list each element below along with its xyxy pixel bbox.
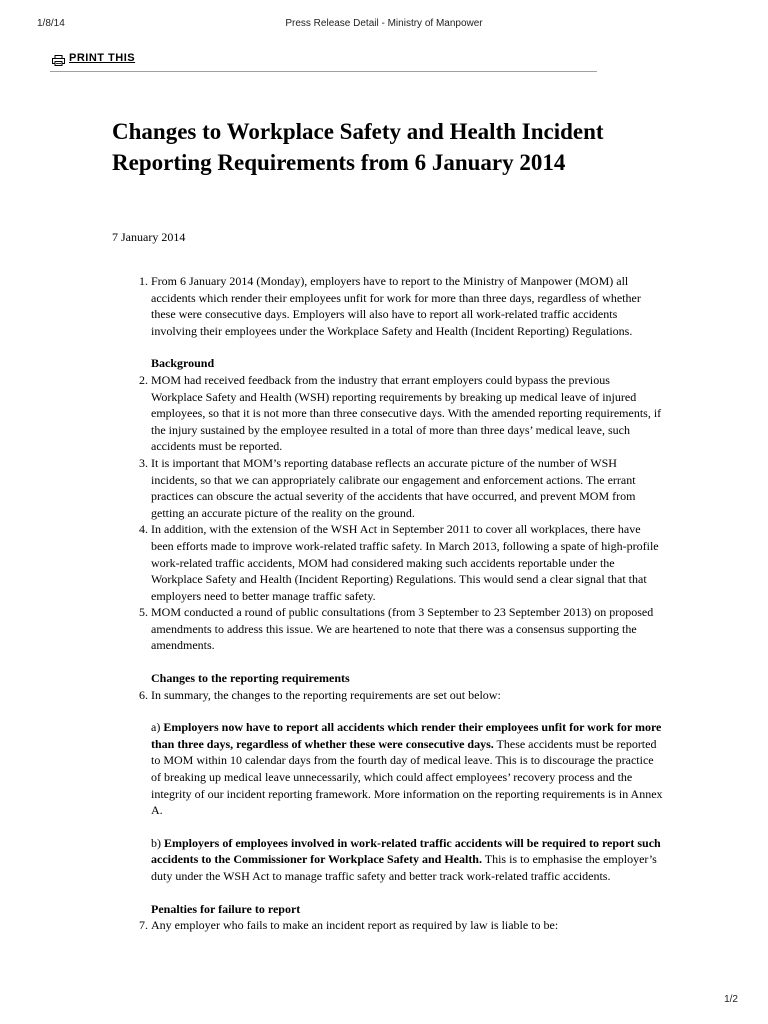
article-date: 7 January 2014 <box>112 230 186 244</box>
sub-item-a-prefix: a) <box>151 720 164 735</box>
print-header-title: Press Release Detail - Ministry of Manpower <box>285 18 483 29</box>
sub-item-b-prefix: b) <box>151 835 164 850</box>
print-this-toolbar <box>52 50 135 66</box>
list-item <box>151 372 663 455</box>
article-title: Changes to Workplace Safety and Health Incident Reporting Requirements from 6 January 2014 <box>112 119 604 175</box>
sub-item-a-rest: These accidents must be reported to MOM within 10 calendar days from the fourth day of medical leave. This is to discourage the practice of breaking up medical leave unnecessarily, which could affect employees’ recovery process and the integrity of our incident reporting framework. More information on the reporting requirements is in Annex A. <box>151 736 663 818</box>
print-header-date: 1/8/14 <box>37 18 65 29</box>
list-item <box>151 604 663 686</box>
sub-item-b-rest: This is to emphasise the employer’s duty under the WSH Act to manage traffic safety and better track work-related traffic accidents. <box>151 852 657 883</box>
sub-item-b-bold: Employers of employees involved in work-related traffic accidents will be required to report such accidents to the Commissioner for Workplace Safety and Health. <box>151 835 661 867</box>
item-3-text: It is important that MOM’s reporting database reflects an accurate picture of the number of WSH incidents, so that we can appropriately calibrate our engagement and enforcement actions. The errant practices can obscure the actual severity of the accidents that have occurred, and prevent MOM from getting an accurate picture of the reality on the ground. <box>151 455 636 520</box>
item-6-text: In summary, the changes to the reporting requirements are set out below: <box>151 687 501 702</box>
list-item <box>151 521 663 604</box>
item-1-text: From 6 January 2014 (Monday), employers have to report to the Ministry of Manpower (MOM) all accidents which render their employees unfit for work for more than three days, regardless of whether these were consecutive days. Employers will also have to report all work-related traffic accidents involving their employees under the Workplace Safety and Health (Incident Reporting) Regulations. <box>151 274 641 338</box>
item-2-text: MOM had received feedback from the industry that errant employers could bypass the previous Workplace Safety and Health (WSH) reporting requirements by breaking up medical leave of injured employees, so that it is not more than three consecutive days. With the amended reporting requirements, if the injury sustained by the employee resulted in a total of more than three days’ medical leave, such accidents must be reported. <box>151 372 662 454</box>
item-5-text: MOM conducted a round of public consultations (from 3 September to 23 September 2013) on proposed amendments to address this issue. We are heartened to note that there was a consensus supporting the amendments. <box>151 605 654 653</box>
heading-penalties: Penalties for failure to report <box>151 901 301 916</box>
list-item <box>151 273 663 372</box>
list-item <box>151 687 663 918</box>
header-divider <box>50 71 597 72</box>
print-this-link[interactable]: PRINT THIS <box>69 52 136 64</box>
heading-background: Background <box>151 356 215 371</box>
sub-item-a-bold: Employers now have to report all accidents which render their employees unfit for work for more than three days, regardless of whether these were consecutive days. <box>151 720 662 751</box>
print-footer-page: 1/2 <box>724 994 738 1005</box>
numbered-list <box>113 273 663 934</box>
list-item <box>151 917 663 934</box>
item-7-text: Any employer who fails to make an incident report as required by law is liable to be: <box>151 918 559 933</box>
article-body <box>113 273 663 934</box>
printer-icon[interactable] <box>52 53 65 64</box>
heading-changes: Changes to the reporting requirements <box>151 671 350 686</box>
sub-item-b <box>151 835 663 885</box>
item-4-text: In addition, with the extension of the WSH Act in September 2011 to cover all workplaces, there have been efforts made to improve work-related traffic safety. In March 2013, following a spate of high-profile work-related traffic accidents, MOM had considered making such accidents reportable under the Workplace Safety and Health (Incident Reporting) Regulations. This would send a clear signal that that employers need to better manage traffic safety. <box>151 522 659 603</box>
sub-item-a <box>151 719 663 819</box>
list-item <box>151 455 663 521</box>
